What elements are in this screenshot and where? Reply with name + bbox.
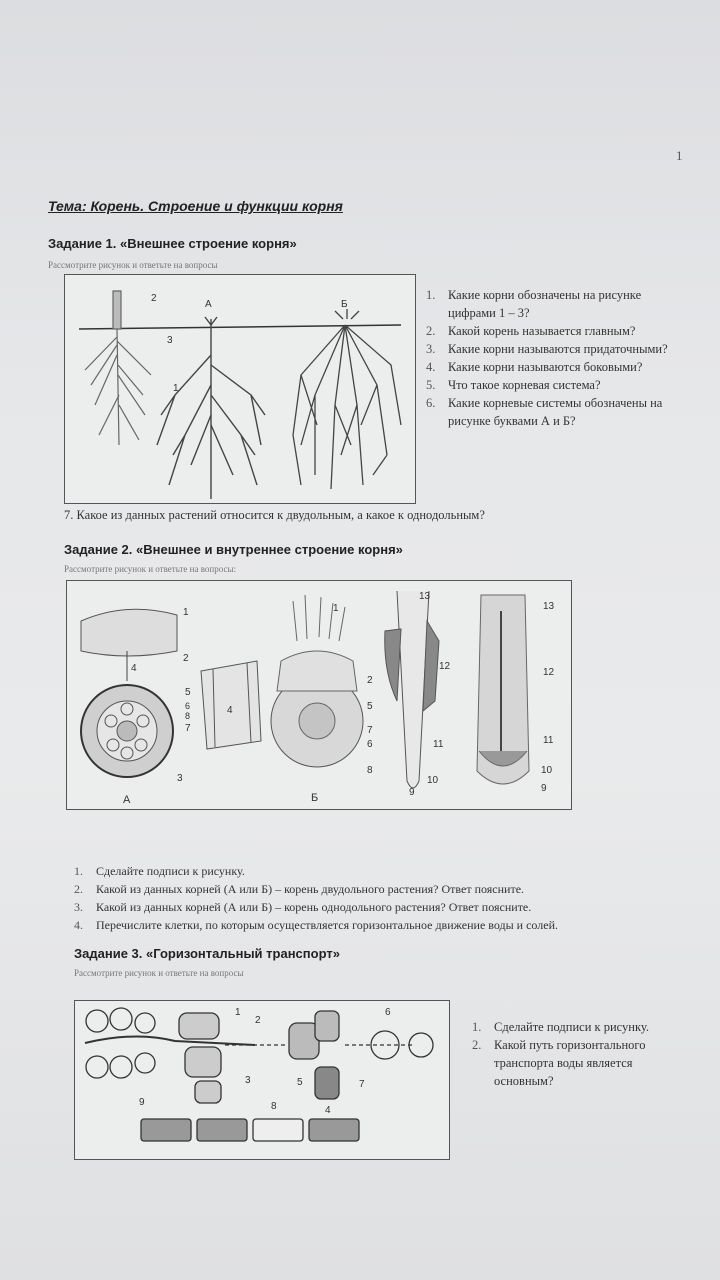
topic-heading: Тема: Корень. Строение и функции корня bbox=[48, 198, 343, 214]
fig2-label: 12 bbox=[543, 667, 555, 678]
fig2-label: 7 bbox=[367, 725, 373, 736]
task2-questions bbox=[74, 862, 694, 934]
root-systems-figure bbox=[64, 274, 416, 504]
fig3-label: 7 bbox=[359, 1079, 365, 1090]
fig2-label: 10 bbox=[541, 765, 553, 776]
question-item: 1. Сделайте подписи к рисунку. bbox=[74, 864, 245, 878]
task3-subtitle: Рассмотрите рисунок и ответьте на вопросы bbox=[74, 968, 244, 978]
question-item: 1. Сделайте подписи к рисунку. bbox=[472, 1020, 650, 1034]
fig2-label: 12 bbox=[439, 661, 451, 672]
fig1-label: 1 bbox=[173, 383, 179, 394]
page-number: 1 bbox=[676, 148, 683, 163]
question-item: 5. Что такое корневая система? bbox=[426, 378, 601, 392]
question-item: 3. Какой из данных корней (А или Б) – корень однодольного растения? Ответ поясните. bbox=[74, 900, 532, 914]
fig2-label: 6 bbox=[185, 701, 191, 711]
fig2-label: Б bbox=[311, 792, 319, 804]
fig3-label: 2 bbox=[255, 1015, 261, 1026]
fig2-label: 3 bbox=[177, 773, 183, 784]
fig2-label: 7 bbox=[185, 723, 191, 734]
task1-title: Задание 1. «Внешнее строение корня» bbox=[48, 236, 297, 251]
question-item: 2. Какой из данных корней (А или Б) – корень двудольного растения? Ответ поясните. bbox=[74, 882, 525, 896]
fig2-label: 10 bbox=[427, 775, 439, 786]
task2-subtitle: Рассмотрите рисунок и ответьте на вопросы: bbox=[64, 564, 237, 574]
task3-title: Задание 3. «Горизонтальный транспорт» bbox=[74, 946, 340, 961]
task1-questions bbox=[426, 286, 670, 430]
question-item: 4. Перечислите клетки, по которым осуществляется горизонтальное движение воды и солей. bbox=[74, 918, 558, 932]
fig2-label: 13 bbox=[419, 591, 431, 602]
fig3-label: 5 bbox=[297, 1077, 303, 1088]
fig2-label: 8 bbox=[185, 711, 191, 721]
horizontal-transport-figure bbox=[74, 1000, 450, 1160]
question-item: 2. Какой путь горизонтального транспорта воды является основным? bbox=[472, 1038, 646, 1088]
fig2-label: 9 bbox=[409, 787, 415, 798]
fig1-label: 3 bbox=[167, 335, 173, 346]
fig2-label: 11 bbox=[543, 735, 554, 746]
fig2-label: 13 bbox=[543, 601, 555, 612]
question-item: 6. Какие корневые системы обозначены на рисунке буквами А и Б? bbox=[426, 396, 663, 428]
question-item: 3. Какие корни называются придаточными? bbox=[426, 342, 668, 356]
fig2-label: 4 bbox=[227, 705, 233, 716]
root-structure-drawing bbox=[67, 581, 571, 809]
question-item: 4. Какие корни называются боковыми? bbox=[426, 360, 643, 374]
fig2-label: 5 bbox=[185, 687, 191, 698]
fig2-label: 4 bbox=[131, 663, 137, 674]
question-item: 1. Какие корни обозначены на рисунке цифрами 1 – 3? bbox=[426, 288, 642, 320]
task1-question-7: 7. Какое из данных растений относится к двудольным, а какое к однодольным? bbox=[64, 508, 485, 522]
fig2-label: 11 bbox=[433, 739, 444, 750]
fig2-label: 1 bbox=[333, 603, 339, 614]
fig3-label: 9 bbox=[139, 1097, 145, 1108]
root-structure-figure bbox=[66, 580, 572, 810]
fig2-label: А bbox=[123, 794, 131, 806]
fig2-label: 8 bbox=[367, 765, 373, 776]
question-item: 2. Какой корень называется главным? bbox=[426, 324, 636, 338]
fig2-label: 5 bbox=[367, 701, 373, 712]
fig2-label: 6 bbox=[367, 739, 373, 750]
fig2-label: 9 bbox=[541, 783, 547, 794]
horizontal-transport-drawing bbox=[75, 1001, 449, 1159]
fig3-label: 8 bbox=[271, 1101, 277, 1112]
fig2-label: 2 bbox=[183, 653, 189, 664]
fig3-label: 3 bbox=[245, 1075, 251, 1086]
fig3-label: 4 bbox=[325, 1105, 331, 1116]
task3-questions bbox=[472, 1018, 672, 1090]
fig1-label: Б bbox=[341, 299, 348, 310]
fig1-label: 2 bbox=[151, 293, 157, 304]
task2-title: Задание 2. «Внешнее и внутреннее строение корня» bbox=[64, 542, 403, 557]
fig1-label: А bbox=[205, 299, 212, 310]
fig3-label: 6 bbox=[385, 1007, 391, 1018]
fig3-label: 1 bbox=[235, 1007, 241, 1018]
task1-subtitle: Рассмотрите рисунок и ответьте на вопросы bbox=[48, 260, 218, 270]
fig2-label: 1 bbox=[183, 607, 189, 618]
root-systems-drawing bbox=[65, 275, 415, 503]
fig2-label: 2 bbox=[367, 675, 373, 686]
